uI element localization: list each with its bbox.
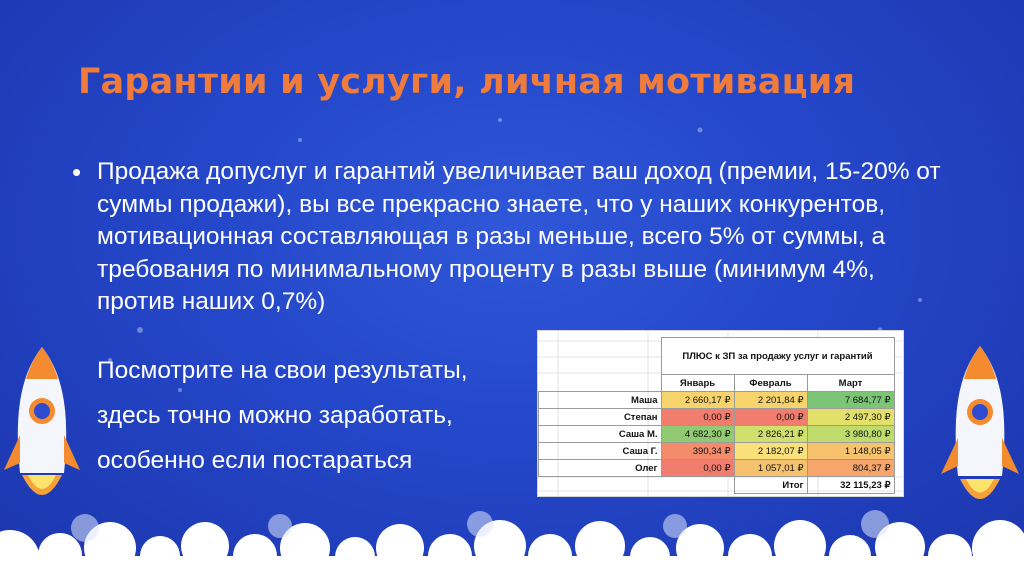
- total-label: Итог: [734, 477, 807, 494]
- rocket-right-icon: [938, 344, 1022, 519]
- bullet-dot: •: [72, 157, 82, 187]
- bullet-text: Продажа допуслуг и гарантий увеличивает ваш доход (премии, 15-20% от суммы продажи), вы все прекрасно знаете, что у наших конкурентов, мотивационная составляющая в разы меньше, всего 5% от суммы, а требования по минимальному проценту в разы выше (минимум 4%, против наших 0,7%): [97, 158, 941, 315]
- value-cell: 1 148,05 ₽: [807, 443, 894, 460]
- value-cell: 0,00 ₽: [661, 460, 734, 477]
- value-cell: 0,00 ₽: [734, 409, 807, 426]
- month-header-3: Март: [807, 375, 894, 392]
- results-table: [538, 337, 895, 494]
- month-header-2: Февраль: [734, 375, 807, 392]
- employee-name: Саша Г.: [539, 443, 662, 460]
- table-row: [539, 409, 895, 426]
- value-cell: 4 682,30 ₽: [661, 426, 734, 443]
- sub-line-3: особенно если постараться: [97, 447, 413, 474]
- employee-name: Маша: [539, 392, 662, 409]
- month-header-1: Январь: [661, 375, 734, 392]
- value-cell: 0,00 ₽: [661, 409, 734, 426]
- value-cell: 2 182,07 ₽: [734, 443, 807, 460]
- value-cell: 2 660,17 ₽: [661, 392, 734, 409]
- employee-name: Степан: [539, 409, 662, 426]
- employee-name: Саша М.: [539, 426, 662, 443]
- bullet-paragraph: [72, 156, 952, 319]
- slide-title: Гарантии и услуги, личная мотивация: [78, 62, 856, 102]
- sub-text: [97, 348, 468, 483]
- table-row: [539, 460, 895, 477]
- employee-name: Олег: [539, 460, 662, 477]
- value-cell: 3 980,80 ₽: [807, 426, 894, 443]
- value-cell: 2 497,30 ₽: [807, 409, 894, 426]
- value-cell: 2 826,21 ₽: [734, 426, 807, 443]
- value-cell: 1 057,01 ₽: [734, 460, 807, 477]
- value-cell: 390,34 ₽: [661, 443, 734, 460]
- value-cell: 2 201,84 ₽: [734, 392, 807, 409]
- results-spreadsheet: [537, 330, 904, 497]
- total-value: 32 115,23 ₽: [807, 477, 894, 494]
- table-row: [539, 443, 895, 460]
- value-cell: 7 684,77 ₽: [807, 392, 894, 409]
- sub-line-2: здесь точно можно заработать,: [97, 402, 453, 429]
- total-row: [539, 477, 895, 494]
- sub-line-1: Посмотрите на свои результаты,: [97, 357, 468, 384]
- table-row: [539, 426, 895, 443]
- value-cell: 804,37 ₽: [807, 460, 894, 477]
- table-title: ПЛЮС к ЗП за продажу услуг и гарантий: [661, 338, 894, 375]
- table-row: [539, 392, 895, 409]
- rocket-left-icon: [2, 345, 82, 515]
